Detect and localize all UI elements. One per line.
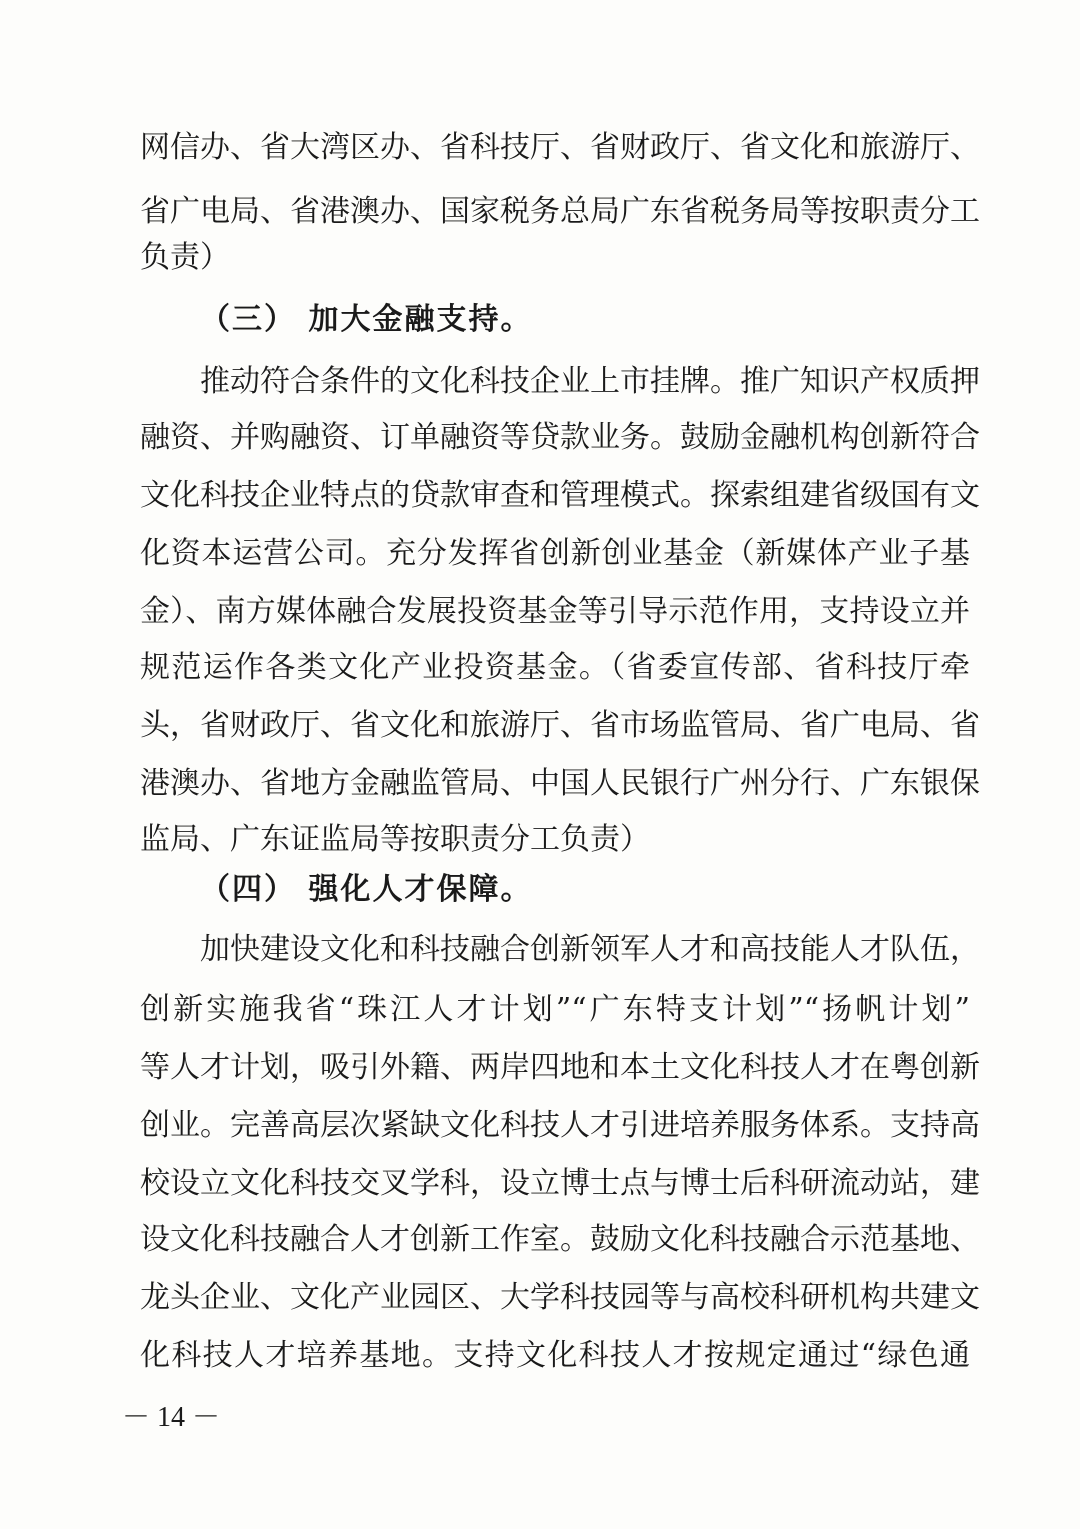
body-line: 化科技人才培养基地。支持文化科技人才按规定通过“绿色通 — [140, 1338, 970, 1373]
body-line: 融资、并购融资、订单融资等贷款业务。鼓励金融机构创新符合 — [140, 420, 980, 455]
body-line: 加快建设文化和科技融合创新领军人才和高技能人才队伍， — [200, 932, 980, 967]
page-number: － 14 － — [122, 1402, 221, 1433]
body-line: 校设立文化科技交叉学科，设立博士点与博士后科研流动站，建 — [140, 1166, 980, 1201]
body-line: 头，省财政厅、省文化和旅游厅、省市场监管局、省广电局、省 — [140, 708, 980, 743]
body-line: 龙头企业、文化产业园区、大学科技园等与高校科研机构共建文 — [140, 1280, 980, 1315]
section-heading-4: （四） 强化人才保障。 — [200, 872, 533, 907]
body-line: 文化科技企业特点的贷款审查和管理模式。探索组建省级国有文 — [140, 478, 980, 513]
body-line: 设文化科技融合人才创新工作室。鼓励文化科技融合示范基地、 — [140, 1222, 980, 1257]
body-line: 监局、广东证监局等按职责分工负责） — [140, 822, 650, 857]
body-line: 规范运作各类文化产业投资基金。（省委宣传部、省科技厅牵 — [140, 650, 970, 685]
body-line: 创新实施我省“珠江人才计划”“广东特支计划”“扬帆计划” — [140, 992, 970, 1027]
section-heading-3: （三） 加大金融支持。 — [200, 302, 533, 337]
body-line: 港澳办、省地方金融监管局、中国人民银行广州分行、广东银保 — [140, 766, 980, 801]
body-line: 化资本运营公司。充分发挥省创新创业基金（新媒体产业子基 — [140, 536, 970, 571]
body-line: 等人才计划，吸引外籍、两岸四地和本土文化科技人才在粤创新 — [140, 1050, 980, 1085]
body-line: 推动符合条件的文化科技企业上市挂牌。推广知识产权质押 — [200, 364, 980, 399]
body-line: 创业。完善高层次紧缺文化科技人才引进培养服务体系。支持高 — [140, 1108, 980, 1143]
body-line: 负责） — [140, 240, 230, 275]
body-line: 省广电局、省港澳办、国家税务总局广东省税务局等按职责分工 — [140, 194, 980, 229]
body-line: 网信办、省大湾区办、省科技厅、省财政厅、省文化和旅游厅、 — [140, 130, 980, 165]
body-line: 金）、南方媒体融合发展投资基金等引导示范作用，支持设立并 — [140, 594, 970, 629]
